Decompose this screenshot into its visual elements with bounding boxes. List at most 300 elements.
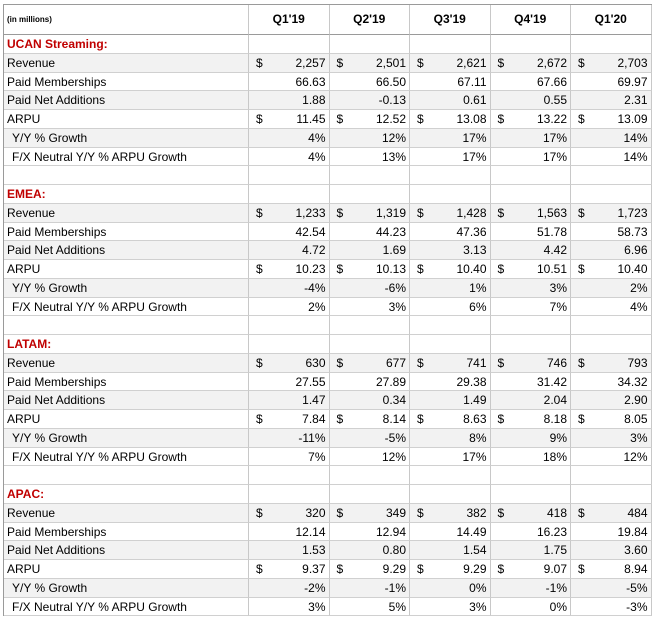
value-cell — [571, 373, 652, 392]
cell-value: 3% — [308, 599, 326, 614]
cell-value: 10.40 — [617, 262, 648, 276]
cell-value: 3% — [549, 280, 567, 295]
row-label: Y/Y % Growth — [4, 279, 249, 298]
currency-symbol — [417, 448, 425, 466]
value-cell — [491, 73, 572, 92]
cell-value: 66.63 — [295, 74, 326, 89]
value-cell — [571, 504, 652, 523]
cell-value: 2,672 — [536, 55, 567, 70]
currency-symbol — [498, 279, 506, 297]
value-cell — [249, 204, 330, 223]
row-label: F/X Neutral Y/Y % ARPU Growth — [4, 448, 249, 467]
empty-cell — [4, 316, 249, 335]
section-title: EMEA: — [4, 185, 249, 204]
cell-value: 7% — [549, 299, 567, 314]
row-label: Paid Memberships — [4, 73, 249, 92]
currency-symbol: $ — [417, 412, 424, 426]
value-cell — [330, 129, 411, 148]
cell-value: 4.72 — [302, 243, 326, 258]
table-row — [4, 279, 652, 298]
currency-symbol — [498, 373, 506, 391]
currency-symbol — [498, 129, 506, 147]
cell-value: 17% — [462, 130, 487, 145]
value-cell — [491, 129, 572, 148]
empty-cell — [491, 185, 572, 204]
currency-symbol: $ — [497, 412, 505, 426]
cell-value: -6% — [384, 280, 406, 295]
currency-symbol: $ — [578, 505, 585, 520]
cell-value: 9.07 — [543, 562, 567, 576]
cell-value: 12% — [381, 130, 406, 145]
currency-symbol: $ — [578, 262, 585, 276]
table-row — [4, 429, 652, 448]
cell-value: 793 — [627, 355, 648, 370]
cell-value: 8.05 — [624, 412, 648, 426]
value-cell — [330, 73, 411, 92]
value-cell — [249, 541, 330, 560]
value-cell — [571, 579, 652, 598]
cell-value: 12.52 — [375, 112, 406, 126]
value-cell — [491, 541, 572, 560]
currency-symbol — [337, 73, 345, 91]
currency-symbol — [498, 241, 506, 259]
cell-value: 0.61 — [463, 93, 487, 108]
value-cell — [571, 523, 652, 542]
cell-value: 34.32 — [617, 374, 648, 389]
currency-symbol — [256, 391, 264, 409]
quarter-header: Q4'19 — [491, 5, 572, 35]
value-cell — [491, 579, 572, 598]
header-row — [4, 5, 652, 35]
cell-value: 10.13 — [375, 262, 406, 276]
value-cell — [330, 373, 411, 392]
currency-symbol: $ — [417, 205, 424, 220]
empty-cell — [410, 166, 491, 185]
value-cell — [249, 129, 330, 148]
cell-value: 0% — [469, 580, 487, 595]
row-label: Y/Y % Growth — [4, 429, 249, 448]
cell-value: 13% — [381, 149, 406, 164]
value-cell — [410, 110, 491, 129]
value-cell — [571, 279, 652, 298]
empty-cell — [571, 185, 652, 204]
currency-symbol — [578, 373, 586, 391]
currency-symbol: $ — [417, 55, 424, 70]
currency-symbol: $ — [497, 205, 505, 220]
cell-value: 13.22 — [536, 112, 567, 126]
cell-value: -11% — [298, 430, 326, 445]
currency-symbol — [498, 541, 506, 559]
currency-symbol — [337, 129, 345, 147]
value-cell — [330, 204, 411, 223]
value-cell — [249, 279, 330, 298]
table-row — [4, 523, 652, 542]
currency-symbol: $ — [336, 262, 344, 276]
cell-value: 4% — [308, 130, 326, 145]
cell-value: 630 — [305, 355, 326, 370]
table-row — [4, 448, 652, 467]
value-cell — [249, 298, 330, 317]
row-label: Revenue — [4, 54, 249, 73]
value-cell — [330, 523, 411, 542]
cell-value: 1% — [469, 280, 487, 295]
currency-symbol — [578, 148, 586, 166]
cell-value: 8.14 — [382, 412, 406, 426]
value-cell — [249, 148, 330, 167]
empty-cell — [410, 316, 491, 335]
value-cell — [410, 598, 491, 617]
value-cell — [249, 73, 330, 92]
cell-value: 2,703 — [617, 55, 648, 70]
cell-value: 741 — [466, 355, 487, 370]
cell-value: 1.54 — [463, 543, 487, 558]
cell-value: 9.37 — [302, 562, 326, 576]
value-cell — [330, 241, 411, 260]
row-label: Y/Y % Growth — [4, 129, 249, 148]
value-cell — [491, 148, 572, 167]
cell-value: 4% — [630, 299, 648, 314]
currency-symbol — [337, 391, 345, 409]
currency-symbol — [417, 429, 425, 447]
value-cell — [491, 110, 572, 129]
empty-cell — [410, 466, 491, 485]
value-cell — [571, 429, 652, 448]
currency-symbol — [498, 298, 506, 316]
cell-value: 1,563 — [536, 205, 567, 220]
value-cell — [571, 560, 652, 579]
empty-cell — [571, 166, 652, 185]
value-cell — [249, 241, 330, 260]
cell-value: 320 — [305, 505, 326, 520]
empty-cell — [330, 335, 411, 354]
value-cell — [571, 110, 652, 129]
value-cell — [410, 560, 491, 579]
currency-symbol — [417, 391, 425, 409]
currency-symbol: $ — [497, 55, 505, 70]
currency-symbol — [498, 73, 506, 91]
cell-value: 3.13 — [463, 243, 487, 258]
value-cell — [330, 541, 411, 560]
currency-symbol — [417, 223, 425, 241]
section-title-row — [4, 185, 652, 204]
currency-symbol — [498, 429, 506, 447]
value-cell — [249, 91, 330, 110]
empty-cell — [491, 485, 572, 504]
empty-cell — [571, 485, 652, 504]
cell-value: 1,428 — [456, 205, 487, 220]
value-cell — [330, 560, 411, 579]
row-label: Paid Net Additions — [4, 541, 249, 560]
value-cell — [330, 579, 411, 598]
value-cell — [571, 204, 652, 223]
value-cell — [330, 91, 411, 110]
cell-value: 1.49 — [463, 393, 487, 408]
currency-symbol — [256, 241, 264, 259]
currency-symbol — [578, 429, 586, 447]
currency-symbol — [256, 541, 264, 559]
value-cell — [571, 241, 652, 260]
row-label: ARPU — [4, 110, 249, 129]
table-row — [4, 260, 652, 279]
cell-value: -5% — [384, 430, 406, 445]
currency-symbol — [578, 579, 586, 597]
empty-cell — [410, 485, 491, 504]
cell-value: 1,319 — [375, 205, 406, 220]
table-row — [4, 223, 652, 242]
cell-value: 2,257 — [295, 55, 326, 70]
currency-symbol — [337, 598, 345, 616]
cell-value: 19.84 — [617, 524, 648, 539]
cell-value: 2.04 — [543, 393, 567, 408]
currency-symbol: $ — [578, 355, 585, 370]
cell-value: 3.60 — [624, 543, 648, 558]
value-cell — [410, 148, 491, 167]
cell-value: 11.45 — [296, 112, 326, 126]
cell-value: 484 — [627, 505, 648, 520]
table-row — [4, 298, 652, 317]
empty-cell — [249, 316, 330, 335]
row-label: F/X Neutral Y/Y % ARPU Growth — [4, 148, 249, 167]
value-cell — [249, 429, 330, 448]
spacer-row — [4, 466, 652, 485]
value-cell — [491, 279, 572, 298]
row-label: Revenue — [4, 504, 249, 523]
value-cell — [410, 298, 491, 317]
value-cell — [571, 91, 652, 110]
empty-cell — [491, 466, 572, 485]
currency-symbol: $ — [256, 55, 263, 70]
empty-cell — [491, 335, 572, 354]
table-row — [4, 204, 652, 223]
table-row — [4, 73, 652, 92]
empty-cell — [491, 166, 572, 185]
currency-symbol: $ — [336, 505, 344, 520]
currency-symbol: $ — [497, 505, 505, 520]
cell-value: 44.23 — [375, 224, 406, 239]
cell-value: 12.94 — [375, 524, 406, 539]
cell-value: 27.89 — [375, 374, 406, 389]
value-cell — [571, 354, 652, 373]
unit-label: (in millions) — [4, 5, 249, 35]
currency-symbol: $ — [336, 55, 344, 70]
currency-symbol: $ — [578, 112, 585, 126]
currency-symbol — [417, 73, 425, 91]
empty-cell — [249, 485, 330, 504]
value-cell — [410, 241, 491, 260]
cell-value: 14% — [623, 130, 648, 145]
cell-value: 2,621 — [456, 55, 487, 70]
cell-value: 14.49 — [456, 524, 487, 539]
cell-value: -0.13 — [378, 93, 406, 108]
empty-cell — [571, 466, 652, 485]
row-label: Paid Net Additions — [4, 91, 249, 110]
empty-cell — [410, 335, 491, 354]
currency-symbol: $ — [497, 562, 505, 576]
value-cell — [249, 223, 330, 242]
currency-symbol: $ — [336, 412, 344, 426]
cell-value: 14% — [623, 149, 648, 164]
value-cell — [330, 298, 411, 317]
currency-symbol — [256, 73, 264, 91]
value-cell — [491, 598, 572, 617]
value-cell — [491, 410, 572, 429]
value-cell — [330, 279, 411, 298]
empty-cell — [249, 335, 330, 354]
cell-value: 47.36 — [456, 224, 487, 239]
currency-symbol — [578, 541, 586, 559]
value-cell — [410, 373, 491, 392]
value-cell — [571, 448, 652, 467]
value-cell — [410, 523, 491, 542]
cell-value: 349 — [385, 505, 406, 520]
cell-value: 17% — [542, 149, 567, 164]
currency-symbol: $ — [578, 562, 585, 576]
value-cell — [249, 448, 330, 467]
value-cell — [249, 391, 330, 410]
empty-cell — [330, 485, 411, 504]
cell-value: 58.73 — [617, 224, 648, 239]
value-cell — [571, 391, 652, 410]
cell-value: 27.55 — [295, 374, 326, 389]
section-title-row — [4, 35, 652, 54]
value-cell — [410, 579, 491, 598]
value-cell — [249, 54, 330, 73]
value-cell — [491, 504, 572, 523]
empty-cell — [249, 35, 330, 54]
currency-symbol: $ — [497, 355, 505, 370]
cell-value: 9.29 — [382, 562, 406, 576]
cell-value: 13.09 — [617, 112, 648, 126]
currency-symbol: $ — [256, 112, 263, 126]
cell-value: 1.88 — [302, 93, 326, 108]
value-cell — [410, 279, 491, 298]
value-cell — [410, 204, 491, 223]
cell-value: 12% — [381, 449, 406, 464]
currency-symbol — [256, 298, 264, 316]
cell-value: 17% — [462, 149, 487, 164]
cell-value: 69.97 — [617, 74, 648, 89]
value-cell — [410, 410, 491, 429]
value-cell — [571, 541, 652, 560]
currency-symbol — [256, 373, 264, 391]
currency-symbol: $ — [417, 505, 424, 520]
empty-cell — [4, 166, 249, 185]
cell-value: 66.50 — [375, 74, 406, 89]
value-cell — [410, 73, 491, 92]
value-cell — [491, 260, 572, 279]
empty-cell — [249, 466, 330, 485]
currency-symbol — [498, 523, 506, 541]
table-row — [4, 410, 652, 429]
row-label: Paid Memberships — [4, 523, 249, 542]
table-row — [4, 148, 652, 167]
currency-symbol — [256, 598, 264, 616]
value-cell — [330, 54, 411, 73]
currency-symbol: $ — [336, 205, 344, 220]
value-cell — [249, 598, 330, 617]
cell-value: 5% — [388, 599, 406, 614]
currency-symbol — [256, 523, 264, 541]
value-cell — [330, 354, 411, 373]
value-cell — [249, 560, 330, 579]
cell-value: 0% — [549, 599, 567, 614]
value-cell — [491, 223, 572, 242]
cell-value: 1,723 — [617, 205, 648, 220]
table-row — [4, 560, 652, 579]
table-row — [4, 391, 652, 410]
cell-value: 8.18 — [543, 412, 567, 426]
value-cell — [410, 354, 491, 373]
currency-symbol — [417, 241, 425, 259]
cell-value: 746 — [546, 355, 567, 370]
section-title: APAC: — [4, 485, 249, 504]
value-cell — [571, 298, 652, 317]
cell-value: 6% — [469, 299, 487, 314]
cell-value: -1% — [384, 580, 406, 595]
currency-symbol — [337, 279, 345, 297]
row-label: Y/Y % Growth — [4, 579, 249, 598]
currency-symbol — [256, 579, 264, 597]
row-label: F/X Neutral Y/Y % ARPU Growth — [4, 298, 249, 317]
cell-value: 13.08 — [456, 112, 487, 126]
cell-value: 29.38 — [456, 374, 487, 389]
section-title-row — [4, 485, 652, 504]
value-cell — [330, 504, 411, 523]
currency-symbol — [578, 523, 586, 541]
currency-symbol — [417, 129, 425, 147]
cell-value: 4% — [308, 149, 326, 164]
cell-value: 0.34 — [382, 393, 406, 408]
currency-symbol — [417, 298, 425, 316]
currency-symbol: $ — [256, 355, 263, 370]
currency-symbol — [498, 391, 506, 409]
currency-symbol — [417, 541, 425, 559]
empty-cell — [491, 35, 572, 54]
cell-value: 1.53 — [302, 543, 326, 558]
currency-symbol — [417, 91, 425, 109]
value-cell — [410, 429, 491, 448]
value-cell — [410, 91, 491, 110]
currency-symbol — [337, 579, 345, 597]
value-cell — [571, 129, 652, 148]
value-cell — [410, 223, 491, 242]
empty-cell — [330, 185, 411, 204]
cell-value: 677 — [385, 355, 406, 370]
currency-symbol — [337, 241, 345, 259]
value-cell — [410, 391, 491, 410]
currency-symbol — [337, 448, 345, 466]
currency-symbol — [337, 523, 345, 541]
value-cell — [571, 54, 652, 73]
quarter-header: Q3'19 — [410, 5, 491, 35]
value-cell — [249, 579, 330, 598]
value-cell — [249, 354, 330, 373]
value-cell — [330, 429, 411, 448]
row-label: Paid Memberships — [4, 223, 249, 242]
value-cell — [410, 260, 491, 279]
empty-cell — [410, 35, 491, 54]
cell-value: 418 — [546, 505, 567, 520]
cell-value: 12% — [623, 449, 648, 464]
cell-value: -4% — [304, 280, 326, 295]
currency-symbol — [337, 148, 345, 166]
currency-symbol — [578, 241, 586, 259]
currency-symbol: $ — [336, 562, 344, 576]
empty-cell — [410, 185, 491, 204]
currency-symbol — [578, 298, 586, 316]
value-cell — [491, 241, 572, 260]
value-cell — [410, 504, 491, 523]
